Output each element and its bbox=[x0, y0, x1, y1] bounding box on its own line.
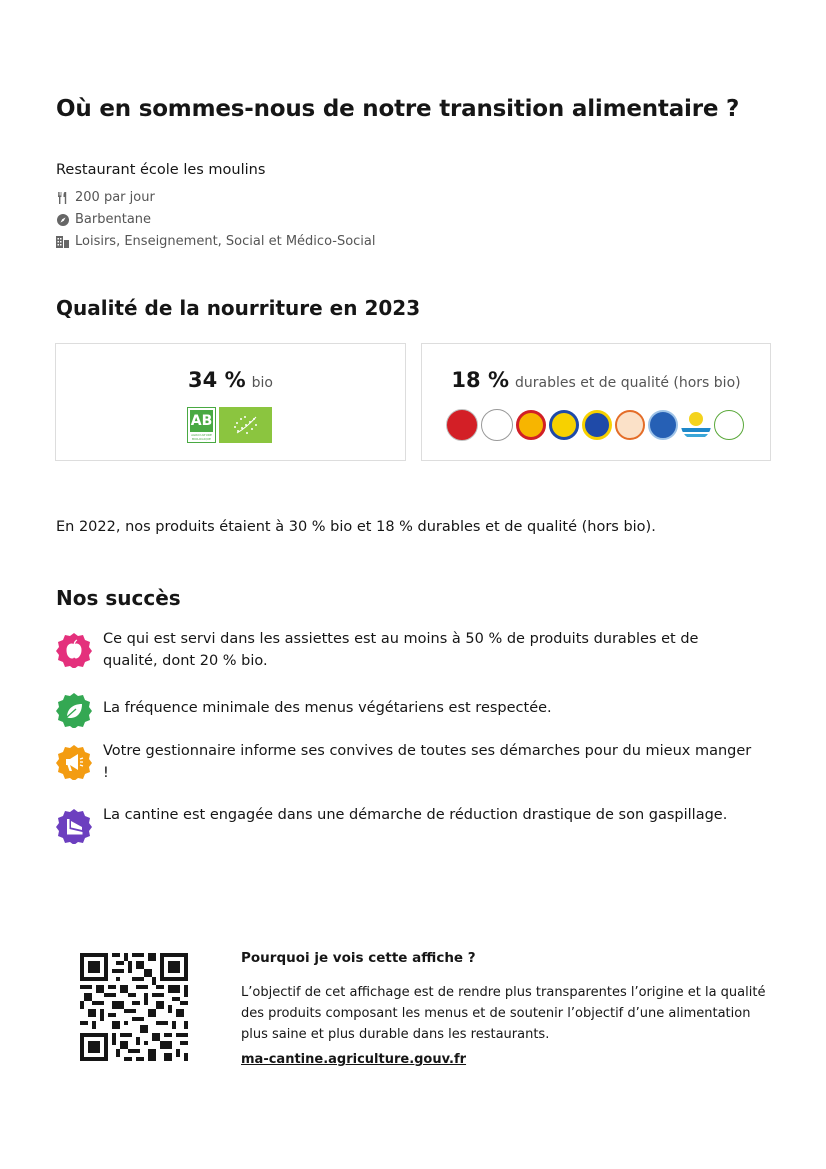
rup-logo bbox=[681, 410, 711, 440]
durable-label: durables et de qualité (hors bio) bbox=[514, 375, 741, 391]
durable-stat bbox=[422, 368, 770, 392]
success-item bbox=[56, 744, 756, 784]
bio-label: bio bbox=[251, 375, 273, 391]
ab-logo-text: AB bbox=[190, 410, 213, 432]
page-title: Où en sommes-nous de notre transition alimentaire ? bbox=[56, 96, 740, 122]
city-info bbox=[56, 212, 151, 227]
meals-info bbox=[56, 190, 155, 205]
bio-card bbox=[55, 343, 406, 461]
leaf-icon bbox=[56, 692, 92, 728]
bio-percentage: 34 % bbox=[188, 368, 246, 392]
ab-logo bbox=[187, 407, 216, 443]
success-text: La cantine est engagée dans une démarche de réduction drastique de son gaspillage. bbox=[103, 807, 728, 823]
successes-heading: Nos succès bbox=[56, 586, 181, 610]
success-text: Votre gestionnaire informe ses convives de toutes ses démarches pour du mieux manger ! bbox=[103, 743, 752, 781]
meals-per-day: 200 par jour bbox=[75, 190, 155, 205]
city-name: Barbentane bbox=[75, 212, 152, 227]
stg-logo bbox=[582, 410, 612, 440]
waste-reduction-icon bbox=[56, 808, 92, 844]
aop-logo bbox=[516, 410, 546, 440]
igp-logo bbox=[549, 410, 579, 440]
history-text: En 2022, nos produits étaient à 30 % bio et 18 % durables et de qualité (hors bio). bbox=[56, 519, 656, 535]
apple-icon bbox=[56, 632, 92, 668]
quality-heading: Qualité de la nourriture en 2023 bbox=[56, 296, 421, 320]
building-icon bbox=[56, 235, 69, 248]
success-item bbox=[56, 632, 756, 672]
commerce-equitable-logo bbox=[714, 410, 744, 440]
qr-code bbox=[80, 953, 188, 1061]
why-title: Pourquoi je vois cette affiche ? bbox=[241, 950, 476, 966]
success-item bbox=[56, 692, 756, 728]
cutlery-icon bbox=[56, 191, 69, 204]
sectors-info bbox=[56, 234, 376, 249]
success-text: La fréquence minimale des menus végétariens est respectée. bbox=[103, 700, 552, 716]
quality-labels-logos bbox=[446, 409, 744, 441]
compass-icon bbox=[56, 213, 69, 226]
website-link[interactable]: ma-cantine.agriculture.gouv.fr bbox=[241, 1052, 467, 1067]
success-text: Ce qui est servi dans les assiettes est au moins à 50 % de produits durables et de qualité, dont 20 % bio. bbox=[103, 631, 699, 669]
aoc-logo bbox=[481, 409, 513, 441]
sectors-text: Loisirs, Enseignement, Social et Médico-Social bbox=[75, 234, 376, 249]
bio-logos bbox=[187, 407, 272, 443]
durable-percentage: 18 % bbox=[451, 368, 509, 392]
restaurant-name: Restaurant école les moulins bbox=[56, 162, 266, 178]
ab-logo-caption: AGRICULTURE BIOLOGIQUE bbox=[191, 433, 212, 441]
label-rouge-logo bbox=[446, 409, 478, 441]
durable-card bbox=[421, 343, 771, 461]
fermier-logo bbox=[615, 410, 645, 440]
why-body: L’objectif de cet affichage est de rendre plus transparentes l’origine et la qualité des produits composant les menus et de soutenir l’objectif d’une alimentation plus saine et plus durable dans les restaurants. bbox=[241, 985, 766, 1042]
peche-durable-logo bbox=[648, 410, 678, 440]
megaphone-icon bbox=[56, 744, 92, 780]
success-item bbox=[56, 808, 756, 844]
eu-organic-logo bbox=[219, 407, 272, 443]
bio-stat bbox=[56, 368, 405, 392]
